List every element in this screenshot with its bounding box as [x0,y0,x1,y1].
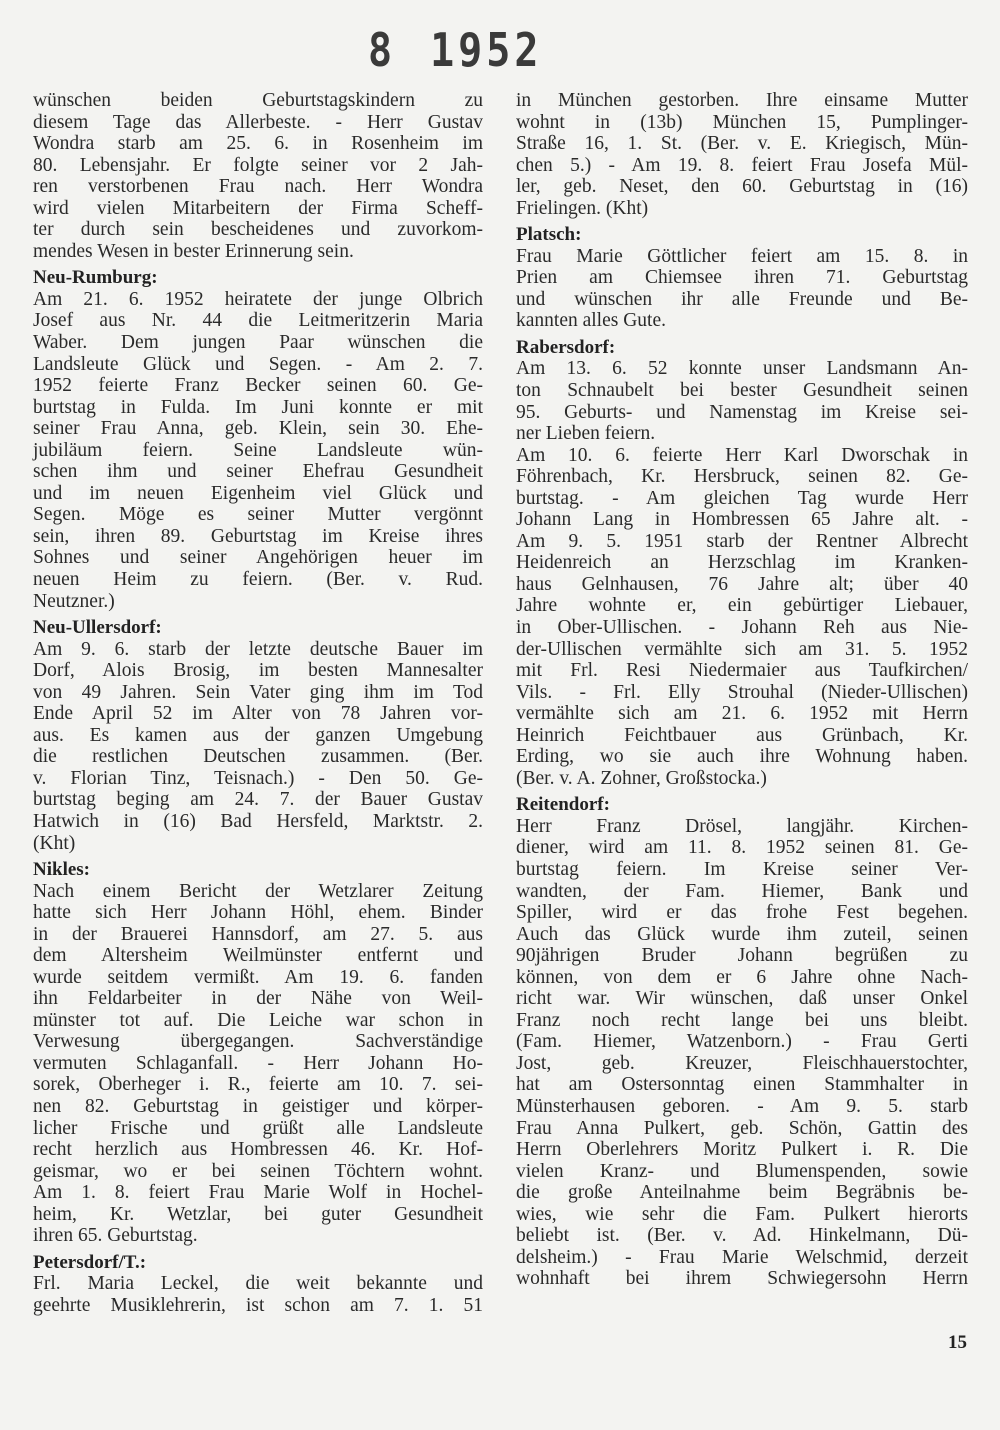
text-line: nen 82. Geburtstag in geistiger und körper- [33,1096,483,1118]
article-section [516,224,968,332]
text-line: ton Schnaubelt bei bester Gesundheit seinen [516,380,968,402]
text-line: ner Lieben feiern. [516,423,656,445]
text-line: und wünschen ihr alle Freunde und Be- [516,288,968,310]
text-line: Frielingen. (Kht) [516,197,649,219]
text-line: Frl. Maria Leckel, die weit bekannte und [33,1273,483,1295]
text-line: vermählte sich am 21. 6. 1952 mit Herrn [516,703,968,725]
text-line: wurde seitdem vermißt. Am 19. 6. fanden [33,966,483,988]
text-line: Am 9. 5. 1951 starb der Rentner Albrecht [516,530,968,552]
text-line: vielen Kranz- und Blumenspenden, sowie [516,1160,968,1182]
text-line: ter durch sein bescheidenes und zuvorkom- [33,219,483,241]
article-section [516,445,968,790]
text-line: in München gestorben. Ihre einsame Mutter [516,90,968,111]
text-line: Jahre wohnte er, ein gebürtiger Liebauer, [516,595,968,617]
text-line: Straße 16, 1. St. (Ber. v. E. Kriegisch, Mün- [516,133,968,155]
text-line: wird vielen Mitarbeitern der Firma Scheff- [33,197,483,219]
text-line: mendes Wesen in bester Erinnerung sein. [33,240,354,262]
text-line: Am 9. 6. starb der letzte deutsche Bauer im [33,638,483,660]
section-heading: Platsch: [516,224,582,246]
text-line: recht herzlich aus Hombressen 46. Kr. Hof- [33,1139,483,1161]
text-line: Prien am Chiemsee ihren 71. Geburtstag [516,267,968,289]
issue-number: 8 [368,24,397,78]
text-line: Münsterhausen geboren. - Am 9. 5. starb [516,1096,968,1118]
text-line: heim, Kr. Wetzlar, bei guter Gesundheit [33,1203,483,1225]
article-section [33,1252,483,1317]
text-line: burtstag. - Am gleichen Tag wurde Herr [516,487,968,509]
text-line: Ende April 52 im Alter von 78 Jahren vor- [33,703,483,725]
page-number: 15 [948,1332,967,1353]
text-line: Segen. Möge es seiner Mutter vergönnt [33,504,483,526]
text-line: Herrn Oberlehrers Moritz Pulkert i. R. Die [516,1139,968,1161]
article-section [516,337,968,445]
text-line: beliebt ist. (Ber. v. Ad. Hinkelmann, Dü- [516,1225,968,1247]
text-line: Heidenreich an Herzschlag im Kranken- [516,552,968,574]
text-line: Heinrich Feichtbauer aus Grünbach, Kr. [516,724,968,746]
text-line: Am 13. 6. 52 konnte unser Landsmann An- [516,358,968,380]
text-line: Johann Lang in Hombressen 65 Jahre alt. - [516,509,968,531]
text-line: Neutzner.) [33,590,115,612]
text-line: (Fam. Hiemer, Watzenborn.) - Frau Gerti [516,1031,968,1053]
text-line: die große Anteilnahme beim Begräbnis be- [516,1182,968,1204]
text-line: diesem Tage das Allerbeste. - Herr Gustav [33,111,483,133]
text-line: neuen Heim zu feiern. (Ber. v. Rud. [33,568,483,590]
section-heading: Rabersdorf: [516,336,616,358]
text-line: burtstag feiern. Im Kreise seiner Ver- [516,859,968,880]
text-line: Am 21. 6. 1952 heiratete der junge Olbrich [33,288,483,310]
article-section [33,859,483,1247]
section-heading: Neu-Rumburg: [33,267,158,289]
text-line: (Ber. v. A. Zohner, Großstocka.) [516,767,767,789]
text-line: mit Frl. Resi Niedermaier aus Taufkirchen/ [516,660,968,682]
text-line: diener, wird am 11. 8. 1952 seinen 81. Ge- [516,837,968,859]
left-column [33,90,483,1321]
text-line: Frau Marie Göttlicher feiert am 15. 8. in [516,245,968,267]
text-line: haus Gelnhausen, 76 Jahre alt; über 40 [516,573,968,595]
text-line: burtstag in Fulda. Im Juni konnte er mit [33,396,483,418]
text-line: dem Altersheim Weilmünster entfernt und [33,945,483,967]
text-line: Josef aus Nr. 44 die Leitmeritzerin Maria [33,310,483,332]
text-line: sein, ihren 89. Geburtstag im Kreise ihres [33,525,483,547]
text-line: und im neuen Eigenheim viel Glück und [33,482,483,504]
text-line: Jost, geb. Kreuzer, Fleischhauerstochter, [516,1052,968,1074]
text-line: vermuten Schlaganfall. - Herr Johann Ho- [33,1052,483,1074]
text-line: delsheim.) - Frau Marie Welschmid, derzeit [516,1246,968,1268]
text-line: Waber. Dem jungen Paar wünschen die [33,331,483,353]
issue-year: 1952 [430,24,543,78]
text-line: v. Florian Tinz, Teisnach.) - Den 50. Ge- [33,767,483,789]
text-line: Auch das Glück wurde ihm zuteil, seinen [516,923,968,945]
text-line: Wondra starb am 25. 6. in Rosenheim im [33,133,483,155]
article-section [33,90,483,262]
text-line: Herr Franz Drösel, langjähr. Kirchen- [516,815,968,837]
text-line: ihren 65. Geburtstag. [33,1225,198,1247]
text-line: jubiläum feiern. Seine Landsleute wün- [33,439,483,461]
text-line: wohnhaft bei ihrem Schwiegersohn Herrn [516,1268,968,1290]
text-line: kannten alles Gute. [516,310,666,332]
text-line: Dorf, Alois Brosig, im besten Mannesalter [33,660,483,682]
text-line: richt war. Wir wünschen, daß unser Onkel [516,988,968,1010]
text-line: chen 5.) - Am 19. 8. feiert Frau Josefa Mül- [516,154,968,176]
text-line: Am 1. 8. feiert Frau Marie Wolf in Hochel- [33,1182,483,1204]
text-line: ren verstorbenen Frau nach. Herr Wondra [33,176,483,198]
text-line: die restlichen Deutschen zusammen. (Ber. [33,746,483,768]
text-line: Verwesung übergegangen. Sachverständige [33,1031,483,1053]
article-section [33,617,483,854]
text-line: Spiller, wird er das frohe Fest begehen. [516,902,968,924]
text-line: 1952 feierte Franz Becker seinen 60. Ge- [33,375,483,397]
text-line: Franz noch recht lange bei uns bleibt. [516,1009,968,1031]
text-line: ler, geb. Neset, den 60. Geburtstag in (16) [516,176,968,198]
text-line: Sohnes und seiner Angehörigen heuer im [33,547,483,569]
text-line: in Ober-Ullischen. - Johann Reh aus Nie- [516,617,968,639]
text-line: 90jährigen Bruder Johann begrüßen zu [516,945,968,967]
text-line: geehrte Musiklehrerin, ist schon am 7. 1. 51 [33,1294,483,1316]
text-line: sorek, Oberheger i. R., feierte am 10. 7. sei- [33,1074,483,1096]
text-line: können, von dem er 6 Jahre ohne Nach- [516,966,968,988]
text-line: der-Ullischen vermählte sich am 31. 5. 1952 [516,638,968,660]
text-line: (Kht) [33,832,76,854]
article-section [516,794,968,1290]
text-line: Föhrenbach, Kr. Hersbruck, seinen 82. Ge- [516,466,968,488]
text-line: hatte sich Herr Johann Höhl, ehem. Binder [33,902,483,924]
text-line: wies, wie sehr die Fam. Pulkert hierorts [516,1203,968,1225]
text-line: Am 10. 6. feierte Herr Karl Dworschak in [516,444,968,466]
text-line: wünschen beiden Geburtstagskindern zu [33,90,483,111]
right-column [516,90,968,1295]
text-line: ihn Feldarbeiter in der Nähe von Weil- [33,988,483,1010]
text-line: Hatwich in (16) Bad Hersfeld, Marktstr. 2. [33,810,483,832]
text-line: hat am Ostersonntag einen Stammhalter in [516,1074,968,1096]
section-heading: Neu-Ullersdorf: [33,617,162,639]
text-line: 80. Lebensjahr. Er folgte seiner vor 2 Jah- [33,154,483,176]
text-line: burtstag beging am 24. 7. der Bauer Gustav [33,789,483,811]
text-line: aus. Es kamen aus der ganzen Umgebung [33,724,483,746]
section-heading: Petersdorf/T.: [33,1251,147,1273]
text-line: von 49 Jahren. Sein Vater ging ihm im Tod [33,681,483,703]
text-line: licher Frische und grüßt alle Landsleute [33,1117,483,1139]
text-line: Nach einem Bericht der Wetzlarer Zeitung [33,880,483,902]
text-line: Vils. - Frl. Elly Strouhal (Nieder-Ullischen) [516,681,968,703]
article-section [516,90,968,219]
text-line: seiner Frau Anna, geb. Klein, sein 30. Ehe- [33,418,483,440]
text-line: wohnt in (13b) München 15, Pumplinger- [516,111,968,133]
text-line: geismar, wo er bei seinen Töchtern wohnt. [33,1160,483,1182]
section-heading: Nikles: [33,859,90,881]
text-line: Landsleute Glück und Segen. - Am 2. 7. [33,353,483,375]
issue-stamp [368,25,542,78]
section-heading: Reitendorf: [516,794,610,816]
text-line: wandten, der Fam. Hiemer, Bank und [516,880,968,902]
text-line: Frau Anna Pulkert, geb. Schön, Gattin des [516,1117,968,1139]
text-line: 95. Geburts- und Namenstag im Kreise sei- [516,401,968,423]
text-line: münster tot auf. Die Leiche war schon in [33,1009,483,1031]
text-line: Erding, wo sie auch ihre Wohnung haben. [516,746,968,768]
article-section [33,267,483,612]
text-line: schen ihm und seiner Ehefrau Gesundheit [33,461,483,483]
text-line: in der Brauerei Hannsdorf, am 27. 5. aus [33,923,483,945]
